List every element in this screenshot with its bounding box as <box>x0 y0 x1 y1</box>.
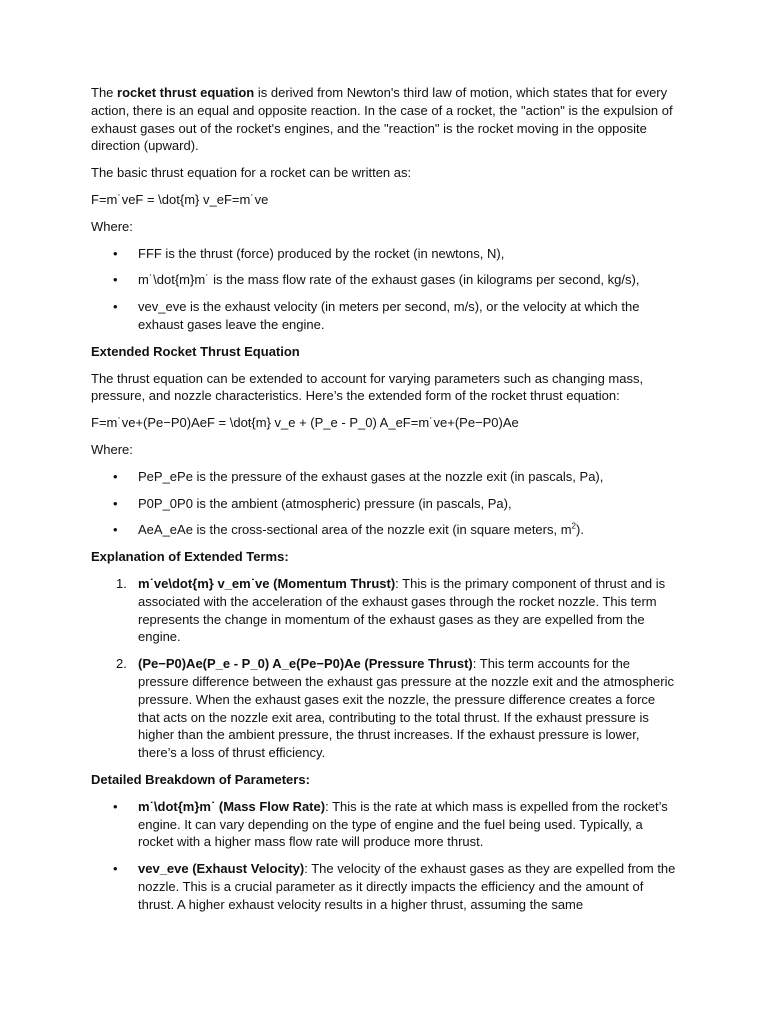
term-bold: m˙\dot{m}m˙ (Mass Flow Rate) <box>138 798 326 814</box>
area-item-end: ). <box>576 522 584 538</box>
list-item: • FFF is the thrust (force) produced by the rocket (in newtons, N), <box>91 245 680 263</box>
intro-paragraph <box>91 84 680 155</box>
list-item <box>91 521 680 539</box>
basic-definitions-list <box>91 245 680 334</box>
list-item: • vev_eve is the exhaust velocity (in meters per second, m/s), or the velocity at which the exhaust gases leave the engine. <box>91 298 680 334</box>
list-item: • m˙\dot{m}m˙ is the mass flow rate of the exhaust gases (in kilograms per second, kg/s), <box>91 271 680 289</box>
explanation-list <box>91 575 680 762</box>
breakdown-heading: Detailed Breakdown of Parameters: <box>91 771 310 787</box>
term-bold: vev_eve (Exhaust Velocity) <box>138 861 305 877</box>
list-item: • P0P_0P0 is the ambient (atmospheric) pressure (in pascals, Pa), <box>91 495 680 513</box>
extended-where: Where: <box>91 441 133 457</box>
term-text: : The velocity of the exhaust gases as they are expelled from the nozzle. This is a crucial parameter as it directly impacts the efficiency and the amount of thrust. A higher exhaust velocity results in a higher thrust, assuming the same <box>138 861 676 912</box>
intro-pre: The <box>91 85 118 100</box>
basic-where: Where: <box>91 218 133 234</box>
breakdown-list <box>91 798 680 914</box>
list-number: 2. <box>116 656 127 672</box>
basic-intro: The basic thrust equation for a rocket can be written as: <box>91 165 412 181</box>
extended-heading: Extended Rocket Thrust Equation <box>91 343 300 359</box>
list-item: • PeP_ePe is the pressure of the exhaust gases at the nozzle exit (in pascals, Pa), <box>91 468 680 486</box>
extended-definitions-list <box>91 468 680 539</box>
extended-intro: The thrust equation can be extended to account for varying parameters such as changing mass, pressure, and nozzle characteristics. Here’s the extended form of the rocket thrust equation: <box>91 370 644 404</box>
intro-post: is derived from Newton's third law of motion, which states that for every action, there is an equal and opposite reaction. In the case of a rocket, the "action" is the expulsion of exhaust gases out of the rocket's engines, and the "reaction" is the rocket moving in the opposite direction (upward). <box>91 85 673 154</box>
list-item <box>91 860 680 913</box>
explanation-heading: Explanation of Extended Terms: <box>91 549 289 565</box>
list-item <box>91 575 680 646</box>
extended-equation: F=m˙ve+(Pe−P0)AeF = \dot{m} v_e + (P_e - P_0) A_eF=m˙ve+(Pe−P0)Ae <box>91 415 519 431</box>
term-text: : This is the primary component of thrust and is associated with the acceleration of the exhaust gases through the rocket nozzle. This term represents the change in momentum of the exhaust gases as they are expelled from the engine. <box>138 575 666 645</box>
intro-bold-term: rocket thrust equation <box>117 85 255 100</box>
term-text: : This term accounts for the pressure difference between the exhaust gas pressure at the nozzle exit and the atmospheric pressure. When the exhaust gases exit the nozzle, the pressure difference creates a force that acts on the nozzle exit area, contributing to the total thrust. If the exhaust pressure is higher than the ambient pressure, the thrust increases. If the exhaust pressure is lower, there’s a loss of thrust efficiency. <box>138 656 674 761</box>
term-bold: (Pe−P0)Ae(P_e - P_0) A_e(Pe−P0)Ae (Pressure Thrust) <box>138 656 473 672</box>
basic-equation: F=m˙veF = \dot{m} v_eF=m˙ve <box>91 191 269 207</box>
term-bold: m˙ve\dot{m} v_em˙ve (Momentum Thrust) <box>138 575 396 591</box>
list-number: 1. <box>116 575 127 591</box>
list-item <box>91 798 680 851</box>
term-text: : This is the rate at which mass is expelled from the rocket’s engine. It can vary depending on the type of engine and the fuel being used. Typically, a rocket with a higher mass flow rate will produce more thrust. <box>138 798 668 850</box>
area-item-text: AeA_eAe is the cross-sectional area of the nozzle exit (in square meters, m <box>138 522 572 538</box>
list-item <box>91 655 680 762</box>
area-item-superscript: 2 <box>571 522 576 532</box>
